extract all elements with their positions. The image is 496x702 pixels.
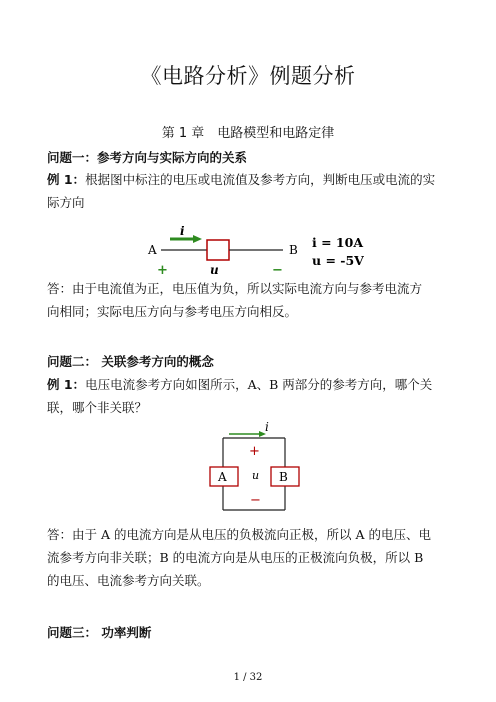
element-box (207, 240, 229, 260)
q2-answer-line3: 的电压、电流参考方向关联。 (47, 573, 210, 588)
q2-example (47, 373, 457, 419)
q2-example-text-line2: 联，哪个非关联？ (47, 400, 148, 415)
q1-answer-line2: 向相同；实际电压方向与参考电压方向相反。 (47, 304, 298, 319)
q3-heading: 问题三： 功率判断 (47, 625, 152, 640)
q2-example-label: 例 1： (47, 377, 86, 392)
page-number: 1 / 32 (233, 672, 263, 683)
q1-example (47, 168, 457, 214)
plus-sign: + (157, 263, 168, 278)
current-value: i = 10A (312, 235, 364, 250)
node-b-label: B (289, 243, 298, 257)
q2-circuit-diagram (205, 422, 305, 520)
q1-answer-line1: 答：由于电流值为正，电压值为负，所以实际电流方向与参考电流方 (47, 281, 423, 296)
q2-answer-line1: 答：由于 A 的电流方向是从电压的负极流向正极，所以 A 的电压、电 (47, 527, 431, 542)
q1-example-text-line2: 际方向 (47, 195, 85, 210)
q2-example-text-line1: 电压电流参考方向如图所示，A、B 两部分的参考方向，哪个关 (85, 377, 433, 392)
q2-heading: 问题二： 关联参考方向的概念 (47, 354, 214, 369)
chapter-heading: 第 1 章 电路模型和电路定律 (161, 126, 335, 141)
document-title: 《电路分析》例题分析 (140, 64, 356, 88)
block-b-label: B (279, 470, 288, 484)
q2-answer (47, 523, 462, 592)
q1-heading: 问题一：参考方向与实际方向的关系 (47, 150, 248, 165)
block-a-label: A (218, 470, 227, 484)
voltage-value: u = -5V (312, 253, 364, 268)
q2-plus-sign: + (249, 444, 260, 459)
current-label: i (180, 226, 185, 238)
current-arrowhead (193, 235, 202, 243)
q1-answer (47, 277, 457, 323)
q2-answer-line2: 流参考方向非关联；B 的电流方向是从电压的正极流向负极，所以 B (47, 550, 424, 565)
q1-circuit-diagram (140, 226, 380, 280)
q2-voltage-label: u (252, 469, 260, 482)
q2-minus-sign: − (250, 493, 261, 508)
q1-example-label: 例 1： (47, 172, 86, 187)
node-a-label: A (148, 243, 157, 257)
voltage-label: u (210, 263, 219, 277)
q2-current-label: i (265, 422, 269, 434)
q1-example-text-line1: 根据图中标注的电压或电流值及参考方向，判断电压或电流的实 (85, 172, 436, 187)
minus-sign: − (272, 263, 283, 278)
